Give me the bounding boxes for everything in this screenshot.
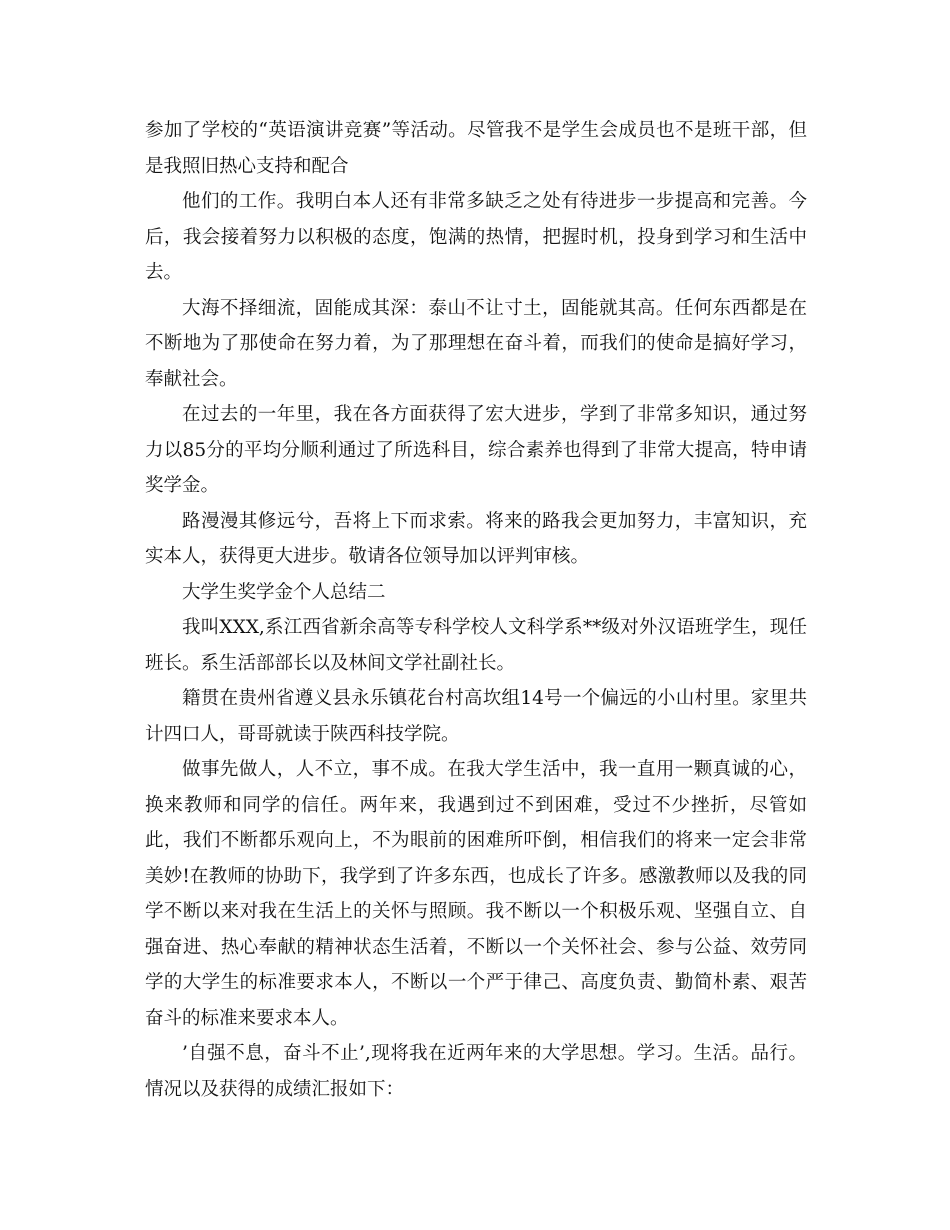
paragraph: 路漫漫其修远兮，吾将上下而求索。将来的路我会更加努力，丰富知识，充实本人，获得更大进步。敬请各位领导加以评判审核。 <box>145 510 807 567</box>
paragraph: 大海不择细流，固能成其深：泰山不让寸土，固能就其高。任何东西都是在不断地为了那使命在努力着，为了那理想在奋斗着，而我们的使命是搞好学习，奉献社会。 <box>145 297 807 390</box>
paragraph: 籍贯在贵州省遵义县永乐镇花台村高坎组14号一个偏远的小山村里。家里共计四口人，哥哥就读于陕西科技学院。 <box>145 688 807 745</box>
paragraph: ’自强不息，奋斗不止’,现将我在近两年来的大学思想。学习。生活。品行。情况以及获得的成绩汇报如下： <box>145 1043 807 1100</box>
document-body <box>145 113 807 1107</box>
paragraph: 做事先做人，人不立，事不成。在我大学生活中，我一直用一颗真诚的心，换来教师和同学的信任。两年来，我遇到过不到困难，受过不少挫折，尽管如此，我们不断都乐观向上，不为眼前的困难所吓倒，相信我们的将来一定会非常美妙!在教师的协助下，我学到了许多东西，也成长了许多。感激教师以及我的同学不断以来对我在生活上的关怀与照顾。我不断以一个积极乐观、坚强自立、自强奋进、热心奉献的精神状态生活着，不断以一个关怀社会、参与公益、效劳同学的大学生的标准要求本人，不断以一个严于律己、高度负责、勤简朴素、艰苦奋斗的标准来要求本人。 <box>145 759 807 1029</box>
paragraph-continuation: 参加了学校的“英语演讲竞赛”等活动。尽管我不是学生会成员也不是班干部，但是我照旧热心支持和配合 <box>145 120 807 177</box>
section-heading: 大学生奖学金个人总结二 <box>182 581 386 603</box>
paragraph: 我叫XXX,系江西省新余高等专科学校人文科学系**级对外汉语班学生，现任班长。系生活部部长以及林间文学社副社长。 <box>145 617 807 674</box>
paragraph: 他们的工作。我明白本人还有非常多缺乏之处有待进步一步提高和完善。今后，我会接着努力以积极的态度，饱满的热情，把握时机，投身到学习和生活中去。 <box>145 191 807 283</box>
paragraph: 在过去的一年里，我在各方面获得了宏大进步，学到了非常多知识，通过努力以85分的平均分顺利通过了所选科目，综合素养也得到了非常大提高，特申请奖学金。 <box>145 404 807 496</box>
